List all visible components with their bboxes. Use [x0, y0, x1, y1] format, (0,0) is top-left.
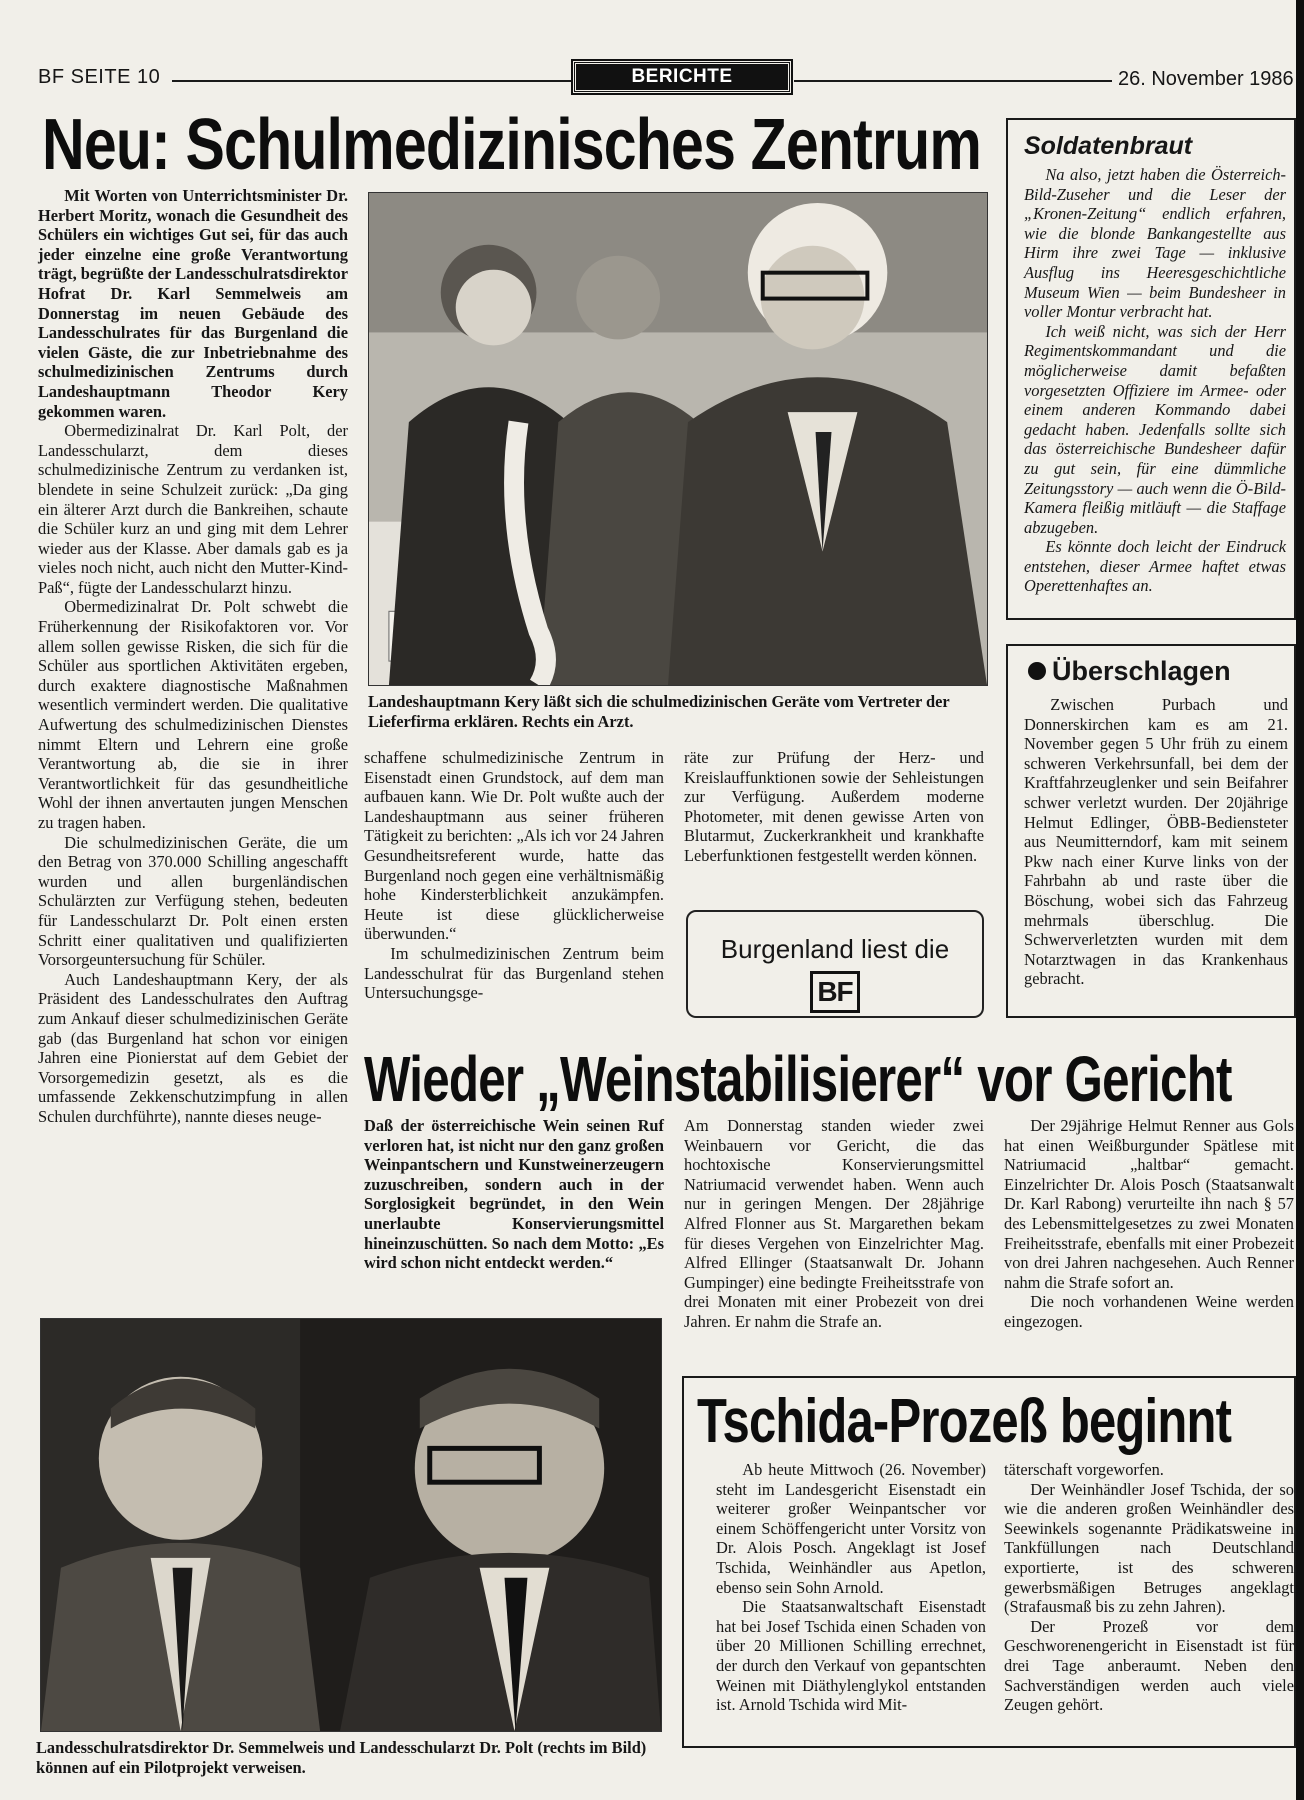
- wine-article-column-1: [364, 1116, 664, 1273]
- main-headline: Neu: Schulmedizinisches Zentrum: [42, 105, 982, 185]
- main-article-paragraph: Im schulmedizinischen Zentrum beim Landesschulrat für das Burgenland stehen Untersuchungsge-: [364, 943, 664, 1003]
- tschida-paragraph: Der Prozeß vor dem Geschworenengericht in Eisenstadt ist für drei Tage anberaumt. Neben den Sachverständigen werden auch viele Zeugen gehört.: [1004, 1616, 1294, 1715]
- tschida-paragraph: Die Staatsanwaltschaft Eisenstadt hat bei Josef Tschida einen Schaden von über 20 Millionen Schilling errechnet, der durch den Verkauf von gepantschten Weinen mit Diäthylenglykol entstanden ist. Arnold Tschida wird Mit-: [716, 1597, 986, 1715]
- main-article-lead: Mit Worten von Unterrichtsminister Dr. Herbert Moritz, wonach die Gesundheit des Schülers ein wichtiges Gut sei, für das auch jeder einzelne eine große Verantwortung trägt, begrüßte der Landesschulratsdirektor Hofrat Dr. Karl Semmelweis am Donnerstag im neuen Gebäude des Landesschulrates für das Burgenland die vielen Gäste, die zur Inbetriebnahme des schulmedizinischen Zentrums durch Landeshauptmann Theodor Kery gekommen waren.: [38, 186, 348, 421]
- photo-caption: Landeshauptmann Kery läßt sich die schulmedizinischen Geräte vom Vertreter der Lieferfirma erklären. Rechts ein Arzt.: [368, 692, 950, 731]
- tschida-paragraph: täterschaft vorgeworfen.: [1004, 1460, 1164, 1479]
- wine-article-column-3: [1004, 1116, 1294, 1332]
- commentary-paragraph: Ich weiß nicht, was sich der Herr Regimentskommandant und die möglicherweise damit befaßten vorgesetzten Offiziere im Armee- oder einem anderen Kommando dabei gedacht haben. Jedenfalls sollte sich das österreichische Bundesheer dafür zu gut sein, für eine dümmliche Zeitungsstory — auch wenn die Ö-Bild-Kamera fleißig mitläuft — die Staffage abzugeben.: [1024, 321, 1286, 537]
- main-article-paragraph: schaffene schulmedizinische Zentrum in Eisenstadt einen Grundstock, auf dem man aufbauen kann. Wie Dr. Polt wußte auch der Landeshauptmann aus seiner früheren Tätigkeit zu berichten: „Als ich vor 24 Jahren Gesundheitsreferent wurde, hatte das Burgenland noch gegen eine verhältnismäßig hohe Kindersterblichkeit anzukämpfen. Heute ist diese glücklicherweise überwunden.“: [364, 748, 664, 944]
- wine-article-column-2: [684, 1116, 984, 1332]
- accident-paragraph: Zwischen Purbach und Donnerskirchen kam es am 21. November gegen 5 Uhr früh zu einem schweren Verkehrsunfall, bei dem der Kraftfahrzeuglenker und sein Beifahrer schwer verletzt wurden. Der 20jährige Helmut Edlinger, ÖBB-Bediensteter aus Neumitterndorf, kam mit seinem Pkw nach einer Kurve links von der Fahrbahn ab und raste über die Böschung, wobei sich das Fahrzeug mehrmals überschlug. Die Schwerverletzten wurden mit dem Notarztwagen in das Krankenhaus gebracht.: [1024, 695, 1288, 989]
- photo2-caption: Landesschulratsdirektor Dr. Semmelweis und Landesschularzt Dr. Polt (rechts im Bild) können auf ein Pilotprojekt verweisen.: [36, 1738, 647, 1777]
- photo-semmelweis-polt: [40, 1318, 662, 1732]
- accident-title: Überschlagen: [1052, 656, 1231, 686]
- news-box-accident: [1006, 644, 1296, 1018]
- tschida-paragraph: Der Weinhändler Josef Tschida, der so wie die anderen großen Weinhändler des Seewinkels sogenannte Prädikatsweine in Tankfüllungen nach Deutschland exportierte, ist des schweren gewerbsmäßigen Betruges angeklagt (Strafausmaß bis zu zehn Jahren).: [1004, 1479, 1294, 1617]
- section-label: BERICHTE: [573, 61, 791, 93]
- main-article-paragraph: Obermedizinalrat Dr. Karl Polt, der Landesschularzt, dem dieses schulmedizinische Zentrum zu verdanken ist, blendete in seine Schulzeit zurück: „Da ging ein älterer Arzt durch die Bankreihen, schaute die Schüler kurz an und ging mit dem Lehrer wieder aus der Klasse. Aber damals gab es ja vieles noch nicht, auch nicht den Mutter-Kind-Paß“, fügte der Landesschularzt hinzu.: [38, 421, 348, 597]
- main-article-column-3: [684, 748, 984, 866]
- wine-article-lead: Daß der österreichische Wein seinen Ruf verloren hat, ist nicht nur den ganz großen Weinpantschern und Kunstweinerzeugern zuzuschreiben, sondern auch in der Sorglosigkeit begründet, in den Wein unerlaubte Konservierungsmittel hineinzuschütten. So nach dem Motto: „Es wird schon nicht entdeckt werden.“: [364, 1116, 664, 1273]
- issue-date: 26. November 1986: [1118, 68, 1294, 90]
- main-article-column-1: [38, 186, 348, 1127]
- advertisement-box: [686, 910, 984, 1018]
- tschida-paragraph: Ab heute Mittwoch (26. November) steht im Landesgericht Eisenstadt ein weiterer großer Weinpantscher vor einem Schöffengericht unter Vorsitz von Dr. Alois Posch. Angeklagt ist Josef Tschida, Weinhändler aus Apetlon, ebenso sein Sohn Arnold.: [716, 1460, 986, 1597]
- bullet-icon: [1028, 662, 1046, 680]
- tschida-column-1: [716, 1460, 986, 1715]
- wine-article-paragraph: Der 29jährige Helmut Renner aus Gols hat einen Weißburgunder Spätlese mit Natriumacid „haltbar“ gemacht. Einzelrichter Dr. Alois Posch (Staatsanwalt Dr. Karl Rabong) verurteilte ihn nach § 57 des Lebensmittelgesetzes zu zwei Monaten Freiheitsstrafe, ebenfalls mit einer Probezeit von drei Jahren nachgesehen. Auch Renner nahm die Strafe sofort an.: [1004, 1116, 1294, 1292]
- tschida-headline: Tschida-Prozeß beginnt: [697, 1387, 1232, 1456]
- accident-body: [1024, 695, 1288, 989]
- commentary-paragraph: Es könnte doch leicht der Eindruck entstehen, dieser Armee haftet etwas Operettenhaftes an.: [1024, 537, 1286, 596]
- commentary-body: [1024, 165, 1286, 596]
- commentary-box: [1006, 118, 1296, 620]
- wine-headline: Wieder „Weinstabilisierer“ vor Gericht: [364, 1043, 1232, 1115]
- photo-image: [369, 193, 987, 685]
- header-rule-right: [794, 80, 1112, 82]
- accident-title-row: [1028, 656, 1294, 687]
- commentary-title: Soldatenbraut: [1024, 132, 1193, 160]
- wine-article-paragraph: Die noch vorhandenen Weine werden eingezogen.: [1004, 1292, 1294, 1331]
- main-article-paragraph: Die schulmedizinischen Geräte, die um den Betrag von 370.000 Schilling angeschafft wurden und allen burgenländischen Schulärzten zur Verfügung stehen, bedeuten für Landesschularzt Dr. Polt einen ersten Schritt einer qualitativen und qualifizierten Vorsorgeuntersuchung für Schüler.: [38, 832, 348, 970]
- tschida-column-2: [1004, 1460, 1294, 1715]
- page-edge-shadow: [1296, 0, 1304, 1800]
- photo-kery-equipment: [368, 192, 988, 686]
- ad-text: Burgenland liest die: [720, 934, 950, 964]
- bf-logo: BF: [810, 971, 859, 1013]
- photo-image: [41, 1319, 661, 1731]
- main-article-paragraph: Auch Landeshauptmann Kery, der als Präsident des Landesschulrates den Auftrag zum Ankauf dieser schulmedizinischen Geräte gab (das Burgenland hat schon vor einigen Jahren eine Pionierstat auf dem Gebiet der Vorsorgemedizin gesetzt, als es die umfassende Zekkenschutzimpfung in allen Schulen durchführte), nannte dieses neuge-: [38, 969, 348, 1126]
- main-article-column-2: [364, 748, 664, 1003]
- header-rule-left: [172, 80, 572, 82]
- main-article-paragraph: Obermedizinalrat Dr. Polt schwebt die Früherkennung der Risikofaktoren vor. Vor allem sollen gewisse Risken, die sich für die Schüler aus sportlichen Aktivitäten ergeben, durch exaktere diagnostische Maßnahmen wesentlich vermindert werden. Die qualitative Aufwertung des schulmedizinischen Dienstes nimmt Eltern und Lehrern eine große Verantwortung ab, die sie in ihrer Verantwortlichkeit für das gesundheitliche Wohl der ihnen anvertauten jungen Menschen zu tragen haben.: [38, 597, 348, 832]
- wine-article-paragraph: Am Donnerstag standen wieder zwei Weinbauern vor Gericht, die das hochtoxische Konservierungsmittel Natriumacid verwendet haben. Wenn auch nur in geringen Mengen. Der 28jährige Alfred Flonner aus St. Margarethen bekam für dieses Vergehen von Einzelrichter Mag. Alfred Ellinger (Staatsanwalt Dr. Johann Gumpinger) eine bedingte Freiheitsstrafe von drei Monaten mit einer Probezeit von drei Jahren. Er nahm die Strafe an.: [684, 1116, 984, 1331]
- page-number: BF SEITE 10: [38, 66, 161, 88]
- main-article-paragraph: räte zur Prüfung der Herz- und Kreislauffunktionen sowie der Sehleistungen zur Verfügung. Außerdem moderne Photometer, mit denen gewisse Arten von Blutarmut, Zuckerkrankheit und krankhafte Leberfunktionen festgestellt werden können.: [684, 748, 984, 865]
- commentary-paragraph: Na also, jetzt haben die Österreich-Bild-Zuseher und die Leser der „Kronen-Zeitung“ endlich erfahren, wie die blonde Bankangestellte aus Hirm ihre zwei Tage — inklusive Ausflug ins Heeresgeschichtliche Museum Wien — beim Bundesheer in voller Montur verbracht hat.: [1024, 165, 1286, 322]
